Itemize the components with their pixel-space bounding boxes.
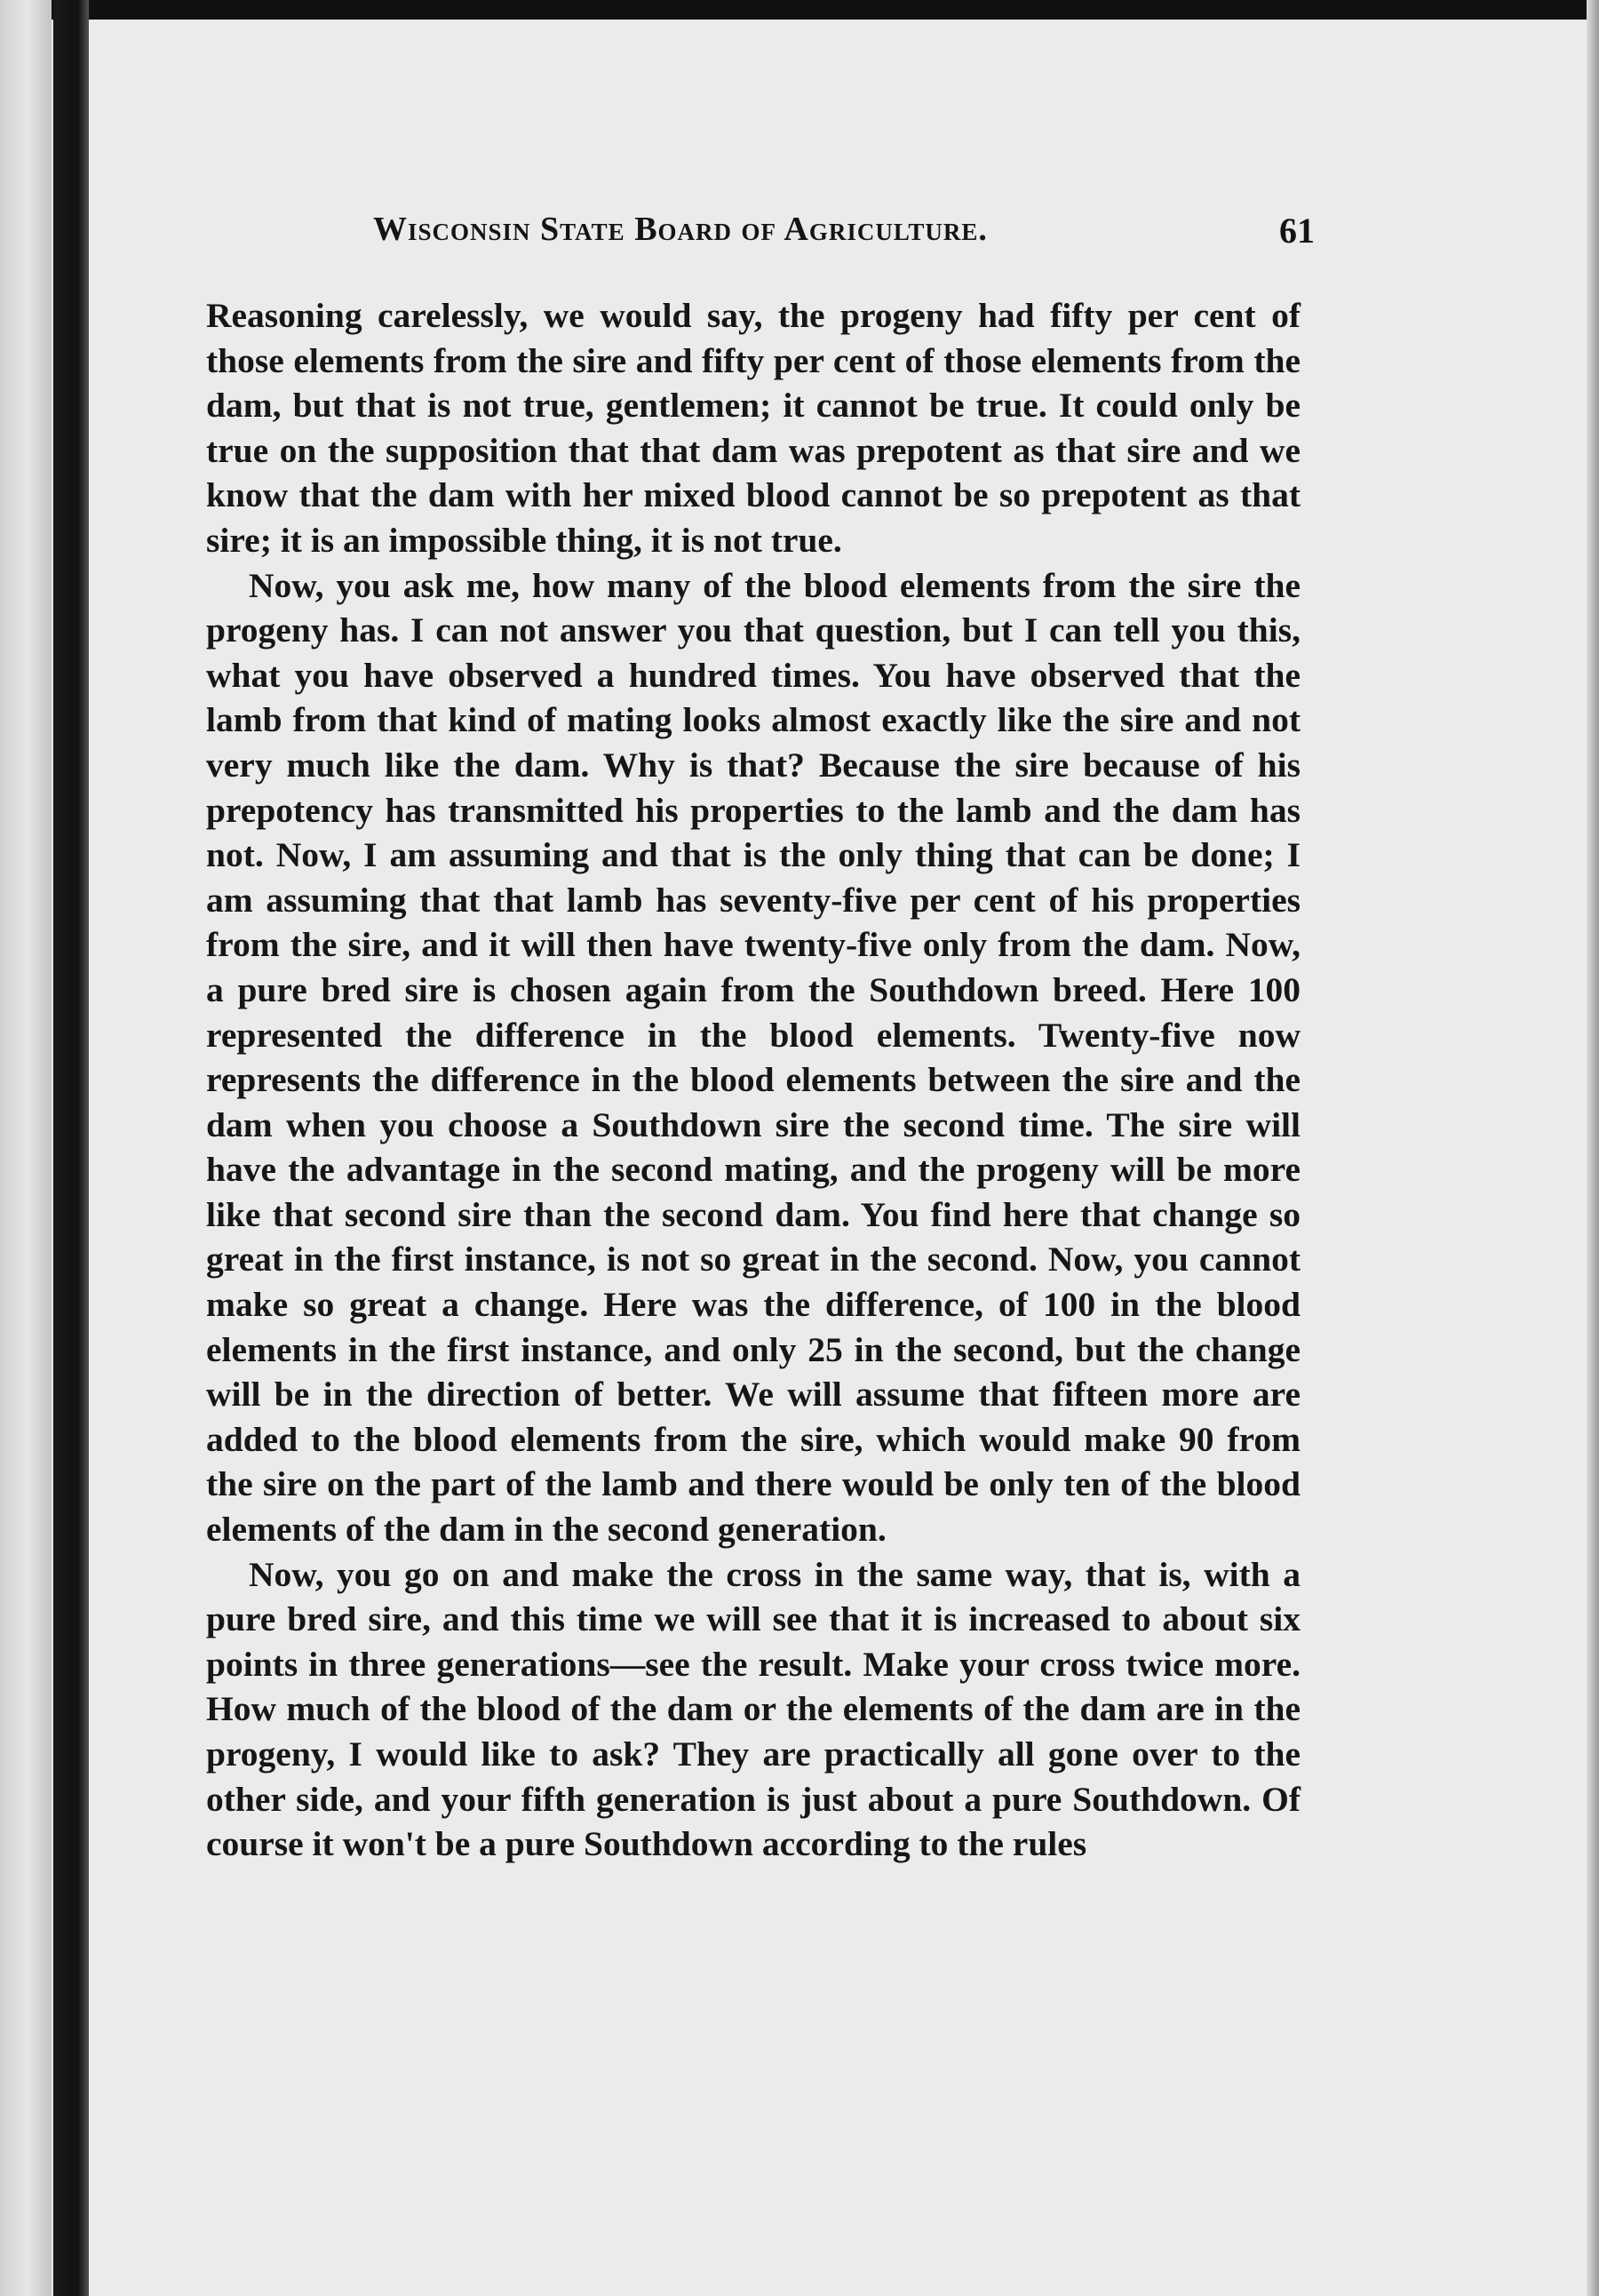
body-text <box>206 293 1301 1867</box>
running-title: Wisconsin State Board of Agriculture. <box>373 211 988 248</box>
page-number: 61 <box>1279 211 1315 251</box>
paragraph-1: Reasoning carelessly, we would say, the progeny had fifty per cent of those elements from the sire and fifty per cent of those elements from the dam, but that is not true, gentlemen; it cannot be true. It could only be true on the supposition that that dam was prepotent as that sire and we know that the dam with her mixed blood cannot be so prepotent as that sire; it is an impossible thing, it is not true. <box>206 296 1301 560</box>
facing-page-edge <box>0 0 52 2296</box>
paragraph-2: Now, you ask me, how many of the blood elements from the sire the progeny has. I can not answer you that question, but I can tell you this, what you have observed a hundred times. You have observed that the lamb from that kind of mating looks almost exactly like the sire and not very much like the dam. Why is that? Because the sire because of his prepotency has transmitted his properties to the lamb and the dam has not. Now, I am assuming and that is the only thing that can be done; I am assuming that that lamb has seventy-five per cent of his properties from the sire, and it will then have twenty-five only from the dam. Now, a pure bred sire is chosen again from the Southdown breed. Here 100 represented the difference in the blood elements. Twenty-five now represents the difference in the blood elements between the sire and the dam when you choose a Southdown sire the second time. The sire will have the advantage in the second mating, and the progeny will be more like that second sire than the second dam. You find here that change so great in the first instance, is not so great in the second. Now, you cannot make so great a change. Here was the difference, of 100 in the blood elements in the first instance, and only 25 in the second, but the change will be in the direction of better. We will assume that fifteen more are added to the blood elements from the sire, which would make 90 from the sire on the part of the lamb and there would be only ten of the blood elements of the dam in the second generation. <box>206 565 1301 1550</box>
book-gutter-shadow <box>53 0 89 2296</box>
paragraph-3: Now, you go on and make the cross in the same way, that is, with a pure bred sire, and this time we will see that it is increased to about six points in three generations—see the result. Make your cross twice more. How much of the blood of the dam or the elements of the dam are in the progeny, I would like to ask? They are practically all gone over to the other side, and your fifth generation is just about a pure Southdown. Of course it won't be a pure Southdown according to the rules <box>206 1554 1301 1864</box>
scan-right-border <box>1587 0 1599 2296</box>
running-head <box>373 210 1315 272</box>
scan-top-border <box>0 0 1599 20</box>
